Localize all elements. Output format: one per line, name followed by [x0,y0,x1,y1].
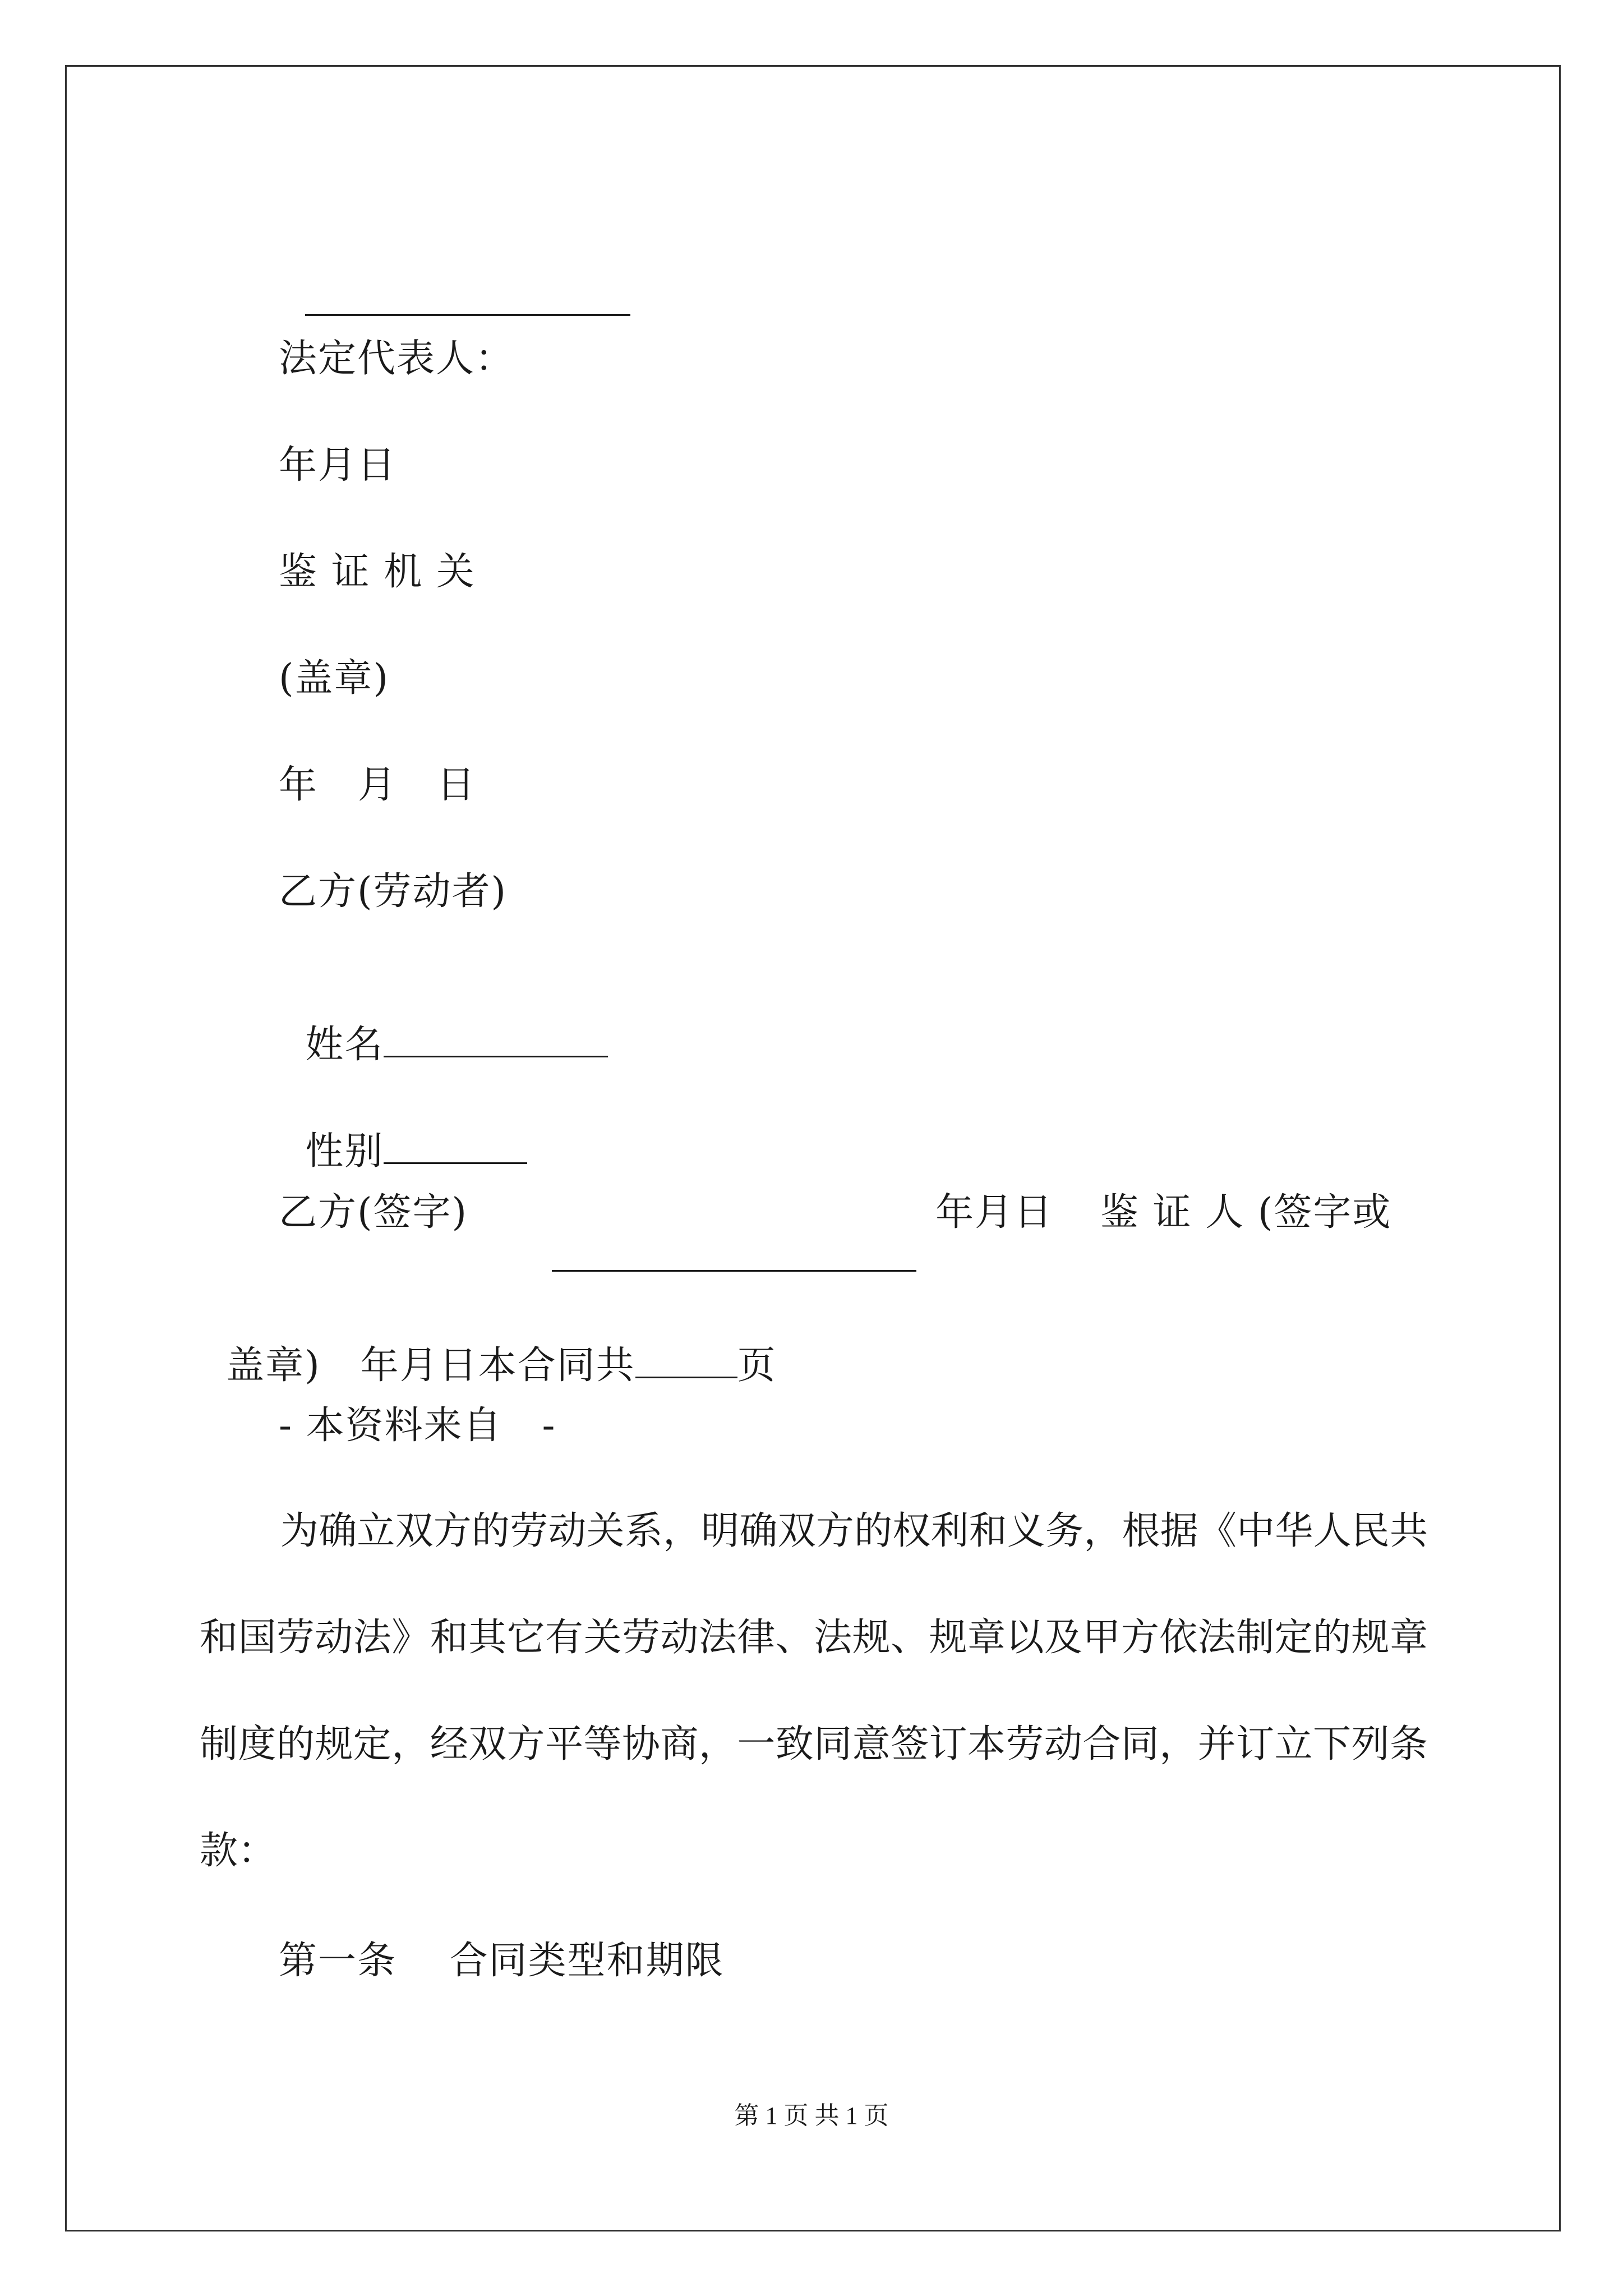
seal-date-text: 盖章) 年月日本合同共 [226,1343,635,1388]
gender-field-row [279,1083,527,1174]
date-line-1: 年月日 [279,443,397,487]
date-line-2: 年 月 日 [279,763,476,807]
page-count-blank[interactable] [635,1342,737,1378]
legal-representative-label: 法定代表人： [279,337,515,381]
name-label: 姓名 [305,1023,384,1067]
signature-blank-row [525,1190,916,1282]
seal-date-row [200,1297,777,1388]
intro-paragraph: 为确立双方的劳动关系，明确双方的权利和义务，根据《中华人民共和国劳动法》和其它有关劳动法律、法规、规章以及甲方依法制定的规章制度的规定，经双方平等协商，一致同意签订本劳动合同，并订立下列条款： [200,1509,1428,1873]
party-b-label: 乙方(劳动者) [279,869,508,914]
seal-label: (盖章) [279,656,390,701]
blank-field[interactable] [305,279,630,316]
article-1-heading: 第一条 合同类型和期限 [279,1939,725,1983]
top-blank-line [279,234,630,326]
name-blank[interactable] [384,1021,608,1057]
page-footer: 第 1 页 共 1 页 [734,2102,889,2129]
signature-blank[interactable] [552,1235,916,1272]
authority-label: 鉴 证 机 关 [279,550,476,594]
witness-label: 鉴 证 人 (签字或 [1100,1190,1392,1235]
signature-date: 年月日 [935,1190,1054,1235]
source-note: - 本资料来自 - [279,1404,556,1448]
signature-label: 乙方(签字) [279,1190,468,1235]
gender-blank[interactable] [384,1128,527,1164]
name-field-row [279,976,608,1068]
page-unit: 页 [737,1343,777,1388]
gender-label: 性别 [305,1129,384,1174]
